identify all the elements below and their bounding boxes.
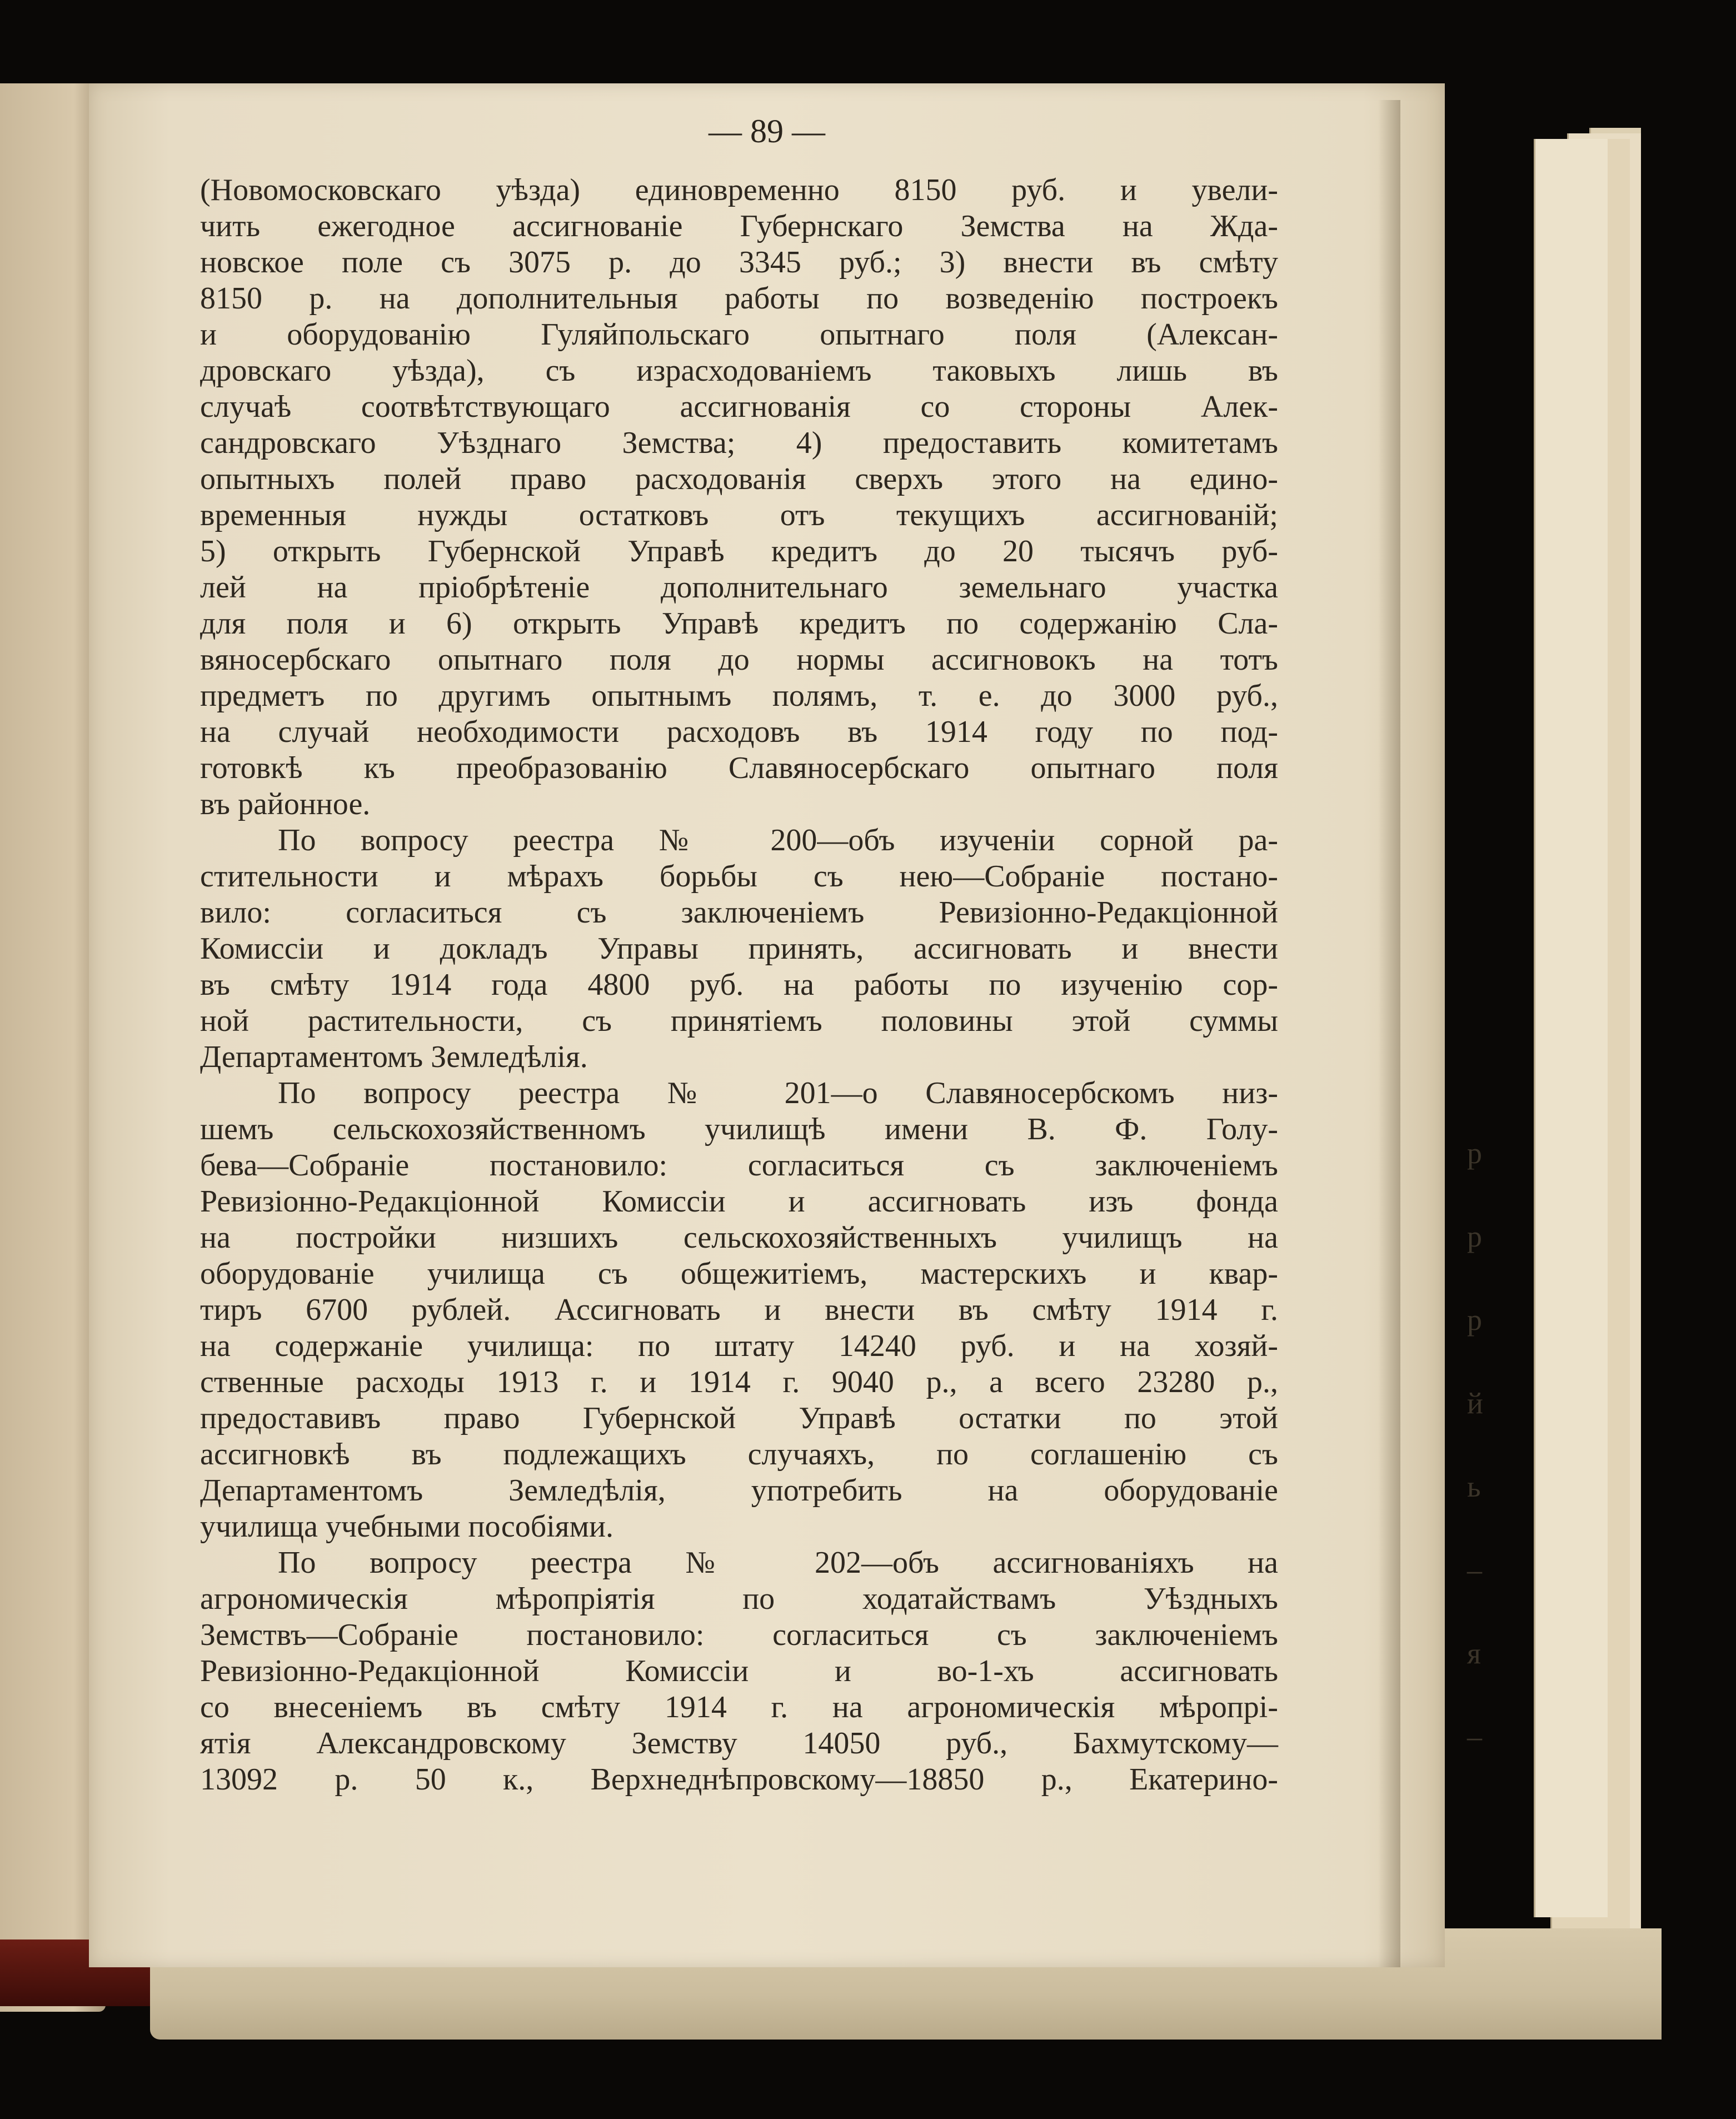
paragraph-start-line: По вопросу реестра № 201—о Славяносербскомъ низ- [278,1076,1278,1110]
text-line: 5) открыть Губернской Управѣ кредитъ до 20 тысячъ руб- [200,534,1278,569]
text-line: новское поле съ 3075 р. до 3345 руб.; 3) внести въ смѣту [200,245,1278,280]
text-line: ятія Александровскому Земству 14050 руб., Бахмутскому— [200,1726,1278,1761]
gutter-shadow [1378,100,1400,1967]
text-line: и оборудованію Гуляйпольскаго опытнаго поля (Алексан- [200,317,1278,352]
paragraph-start-line: По вопросу реестра № 200—объ изученіи сорной ра- [278,823,1278,857]
text-line: ственные расходы 1913 г. и 1914 г. 9040 р., а всего 23280 р., [200,1365,1278,1399]
text-line: на постройки низшихъ сельскохозяйственныхъ училищъ на [200,1220,1278,1255]
text-line: чить ежегодное ассигнованіе Губернскаго Земства на Жда- [200,209,1278,243]
next-page-fragments [1467,1111,1534,1778]
book-page [89,83,1445,1967]
text-line: готовкѣ къ преобразованію Славяносербскаго опытнаго поля [200,751,1278,785]
text-line: предметъ по другимъ опытнымъ полямъ, т. е. до 3000 руб., [200,679,1278,713]
text-line: предоставивъ право Губернской Управѣ остатки по этой [200,1401,1278,1435]
fragment-text: й [1467,1387,1483,1420]
text-line: сандровскаго Уѣзднаго Земства; 4) предоставить комитетамъ [200,426,1278,460]
text-line: вяносербскаго опытнаго поля до нормы ассигновокъ на тотъ [200,642,1278,677]
text-line: вило: согласиться съ заключеніемъ Ревизіонно-Редакціонной [200,895,1278,930]
text-line: Ревизіонно-Редакціонной Комиссіи и во-1-хъ ассигновать [200,1654,1278,1688]
text-line: ной растительности, съ принятіемъ половины этой суммы [200,1004,1278,1038]
text-line: со внесеніемъ въ смѣту 1914 г. на агрономическія мѣропрі- [200,1690,1278,1724]
fragment-text: р [1467,1220,1482,1253]
text-line: ассигновкѣ въ подлежащихъ случаяхъ, по соглашенію съ [200,1437,1278,1472]
text-line: Комиссіи и докладъ Управы принять, ассигновать и внести [200,931,1278,966]
text-line: Департаментомъ Земледѣлія, употребить на оборудованіе [200,1473,1278,1508]
text-line: на содержаніе училища: по штату 14240 руб. и на хозяй- [200,1329,1278,1363]
paragraph-end-line: Департаментомъ Земледѣлія. [200,1040,588,1074]
fragment-text: я [1467,1637,1481,1670]
text-line: оборудованіе училища съ общежитіемъ, мастерскихъ и квар- [200,1257,1278,1291]
text-line: случаѣ соотвѣтствующаго ассигнованія со стороны Алек- [200,390,1278,424]
text-line: въ смѣту 1914 года 4800 руб. на работы по изученію сор- [200,968,1278,1002]
page-body-text [200,172,1278,1798]
text-line: Земствъ—Собраніе постановило: согласиться съ заключеніемъ [200,1618,1278,1652]
text-line: 13092 р. 50 к., Верхнеднѣпровскому—18850 р., Екатерино- [200,1762,1278,1797]
fragment-text: р [1467,1303,1482,1337]
text-line: дровскаго уѣзда), съ израсходованіемъ таковыхъ лишь въ [200,353,1278,388]
text-line: для поля и 6) открыть Управѣ кредитъ по содержанію Сла- [200,606,1278,641]
text-line: бева—Собраніе постановило: согласиться съ заключеніемъ [200,1148,1278,1183]
paragraph-start-line: По вопросу реестра № 202—объ ассигнованіяхъ на [278,1545,1278,1580]
paragraph-end-line: училища учебными пособіями. [200,1509,613,1544]
text-line: на случай необходимости расходовъ въ 1914 году по под- [200,715,1278,749]
paragraph-end-line: въ районное. [200,787,371,821]
text-line: тиръ 6700 рублей. Ассигновать и внести въ смѣту 1914 г. [200,1293,1278,1327]
text-line: шемъ сельскохозяйственномъ училищѣ имени В. Ф. Голу- [200,1112,1278,1146]
text-line: Ревизіонно-Редакціонной Комиссіи и ассигновать изъ фонда [200,1184,1278,1219]
fragment-text: – [1467,1720,1482,1753]
text-line: 8150 р. на дополнительныя работы по возведенію построекъ [200,281,1278,316]
page-number: — 89 — [709,113,825,149]
fragment-text: – [1467,1553,1482,1587]
text-line: опытныхъ полей право расходованія сверхъ этого на едино- [200,462,1278,496]
text-line: агрономическія мѣропріятія по ходатайствамъ Уѣздныхъ [200,1582,1278,1616]
text-line: временныя нужды остатковъ отъ текущихъ ассигнованій; [200,498,1278,532]
text-line: лей на пріобрѣтеніе дополнительнаго земельнаго участка [200,570,1278,605]
text-line: (Новомосковскаго уѣзда) единовременно 8150 руб. и увели- [200,173,1278,207]
page-stack-edge [1534,139,1608,1917]
fragment-text: ь [1467,1470,1481,1503]
text-line: стительности и мѣрахъ борьбы съ нею—Собраніе постано- [200,859,1278,894]
fragment-text: р [1467,1136,1482,1170]
